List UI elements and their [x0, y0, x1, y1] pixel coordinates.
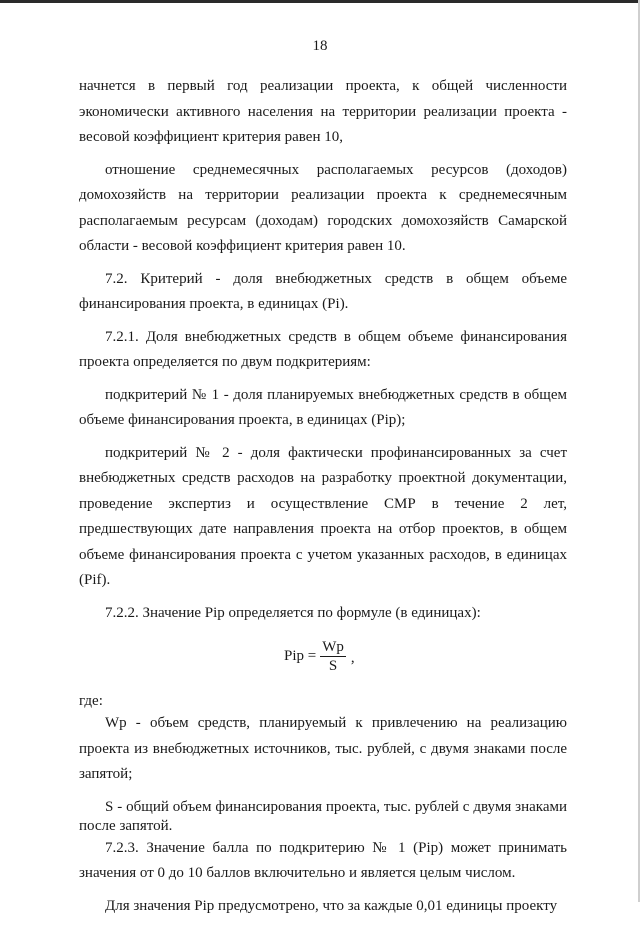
paragraph: Для значения Pip предусмотрено, что за каждые 0,01 единицы проекту — [105, 897, 558, 914]
scan-edge-top — [0, 0, 640, 3]
definition: Wp - объем средств, планируемый к привлечению на реализацию проекта из внебюджетных источников, тыс. рублей, с двумя знаками после запятой; — [79, 715, 567, 782]
paragraph: подкритерий № 2 - доля фактически профинансированных за счет внебюджетных средств расходов на разработку проектной документации, проведение экспертиз и осуществление СМР в течение 2 лет, предшествующих дате направления проекта на отбор проектов, в общем объеме финансирования проекта с учетом указанных расходов, в единицах (Pif). — [79, 444, 567, 588]
formula-trailing: , — [350, 649, 355, 666]
paragraph: отношение среднемесячных располагаемых ресурсов (доходов) домохозяйств на территории реализации проекта к среднемесячным располагаемым ресурсам (доходам) городских домохозяйств Самарской области - весовой коэффициент критерия равен 10. — [79, 161, 567, 254]
definition: S - общий объем финансирования проекта, тыс. рублей с двумя знаками после запятой. — [79, 798, 567, 834]
paragraph: 7.2.2. Значение Pip определяется по формуле (в единицах): — [105, 604, 481, 621]
page-number: 18 — [312, 38, 328, 54]
paragraph: 7.2. Критерий - доля внебюджетных средств в общем объеме финансирования проекта, в единицах (Pi). — [79, 270, 567, 312]
formula-denominator: S — [328, 658, 338, 674]
formula-lhs: Pip = — [284, 647, 317, 664]
formula — [79, 634, 567, 678]
formula-numerator: Wp — [322, 639, 344, 655]
paragraph: 7.2.1. Доля внебюджетных средств в общем объеме финансирования проекта определяется по двум подкритериям: — [79, 328, 567, 370]
paragraph: подкритерий № 1 - доля планируемых внебюджетных средств в общем объеме финансирования проекта, в единицах (Pip); — [79, 386, 567, 428]
paragraph: 7.2.3. Значение балла по подкритерию № 1 (Pip) может принимать значения от 0 до 10 баллов включительно и является целым числом. — [79, 839, 567, 881]
where-label: где: — [79, 693, 103, 709]
paragraph: начнется в первый год реализации проекта, к общей численности экономически активного населения на территории реализации проекта - весовой коэффициент критерия равен 10, — [79, 78, 567, 145]
document-body — [79, 74, 567, 926]
formula-fraction — [320, 638, 346, 675]
